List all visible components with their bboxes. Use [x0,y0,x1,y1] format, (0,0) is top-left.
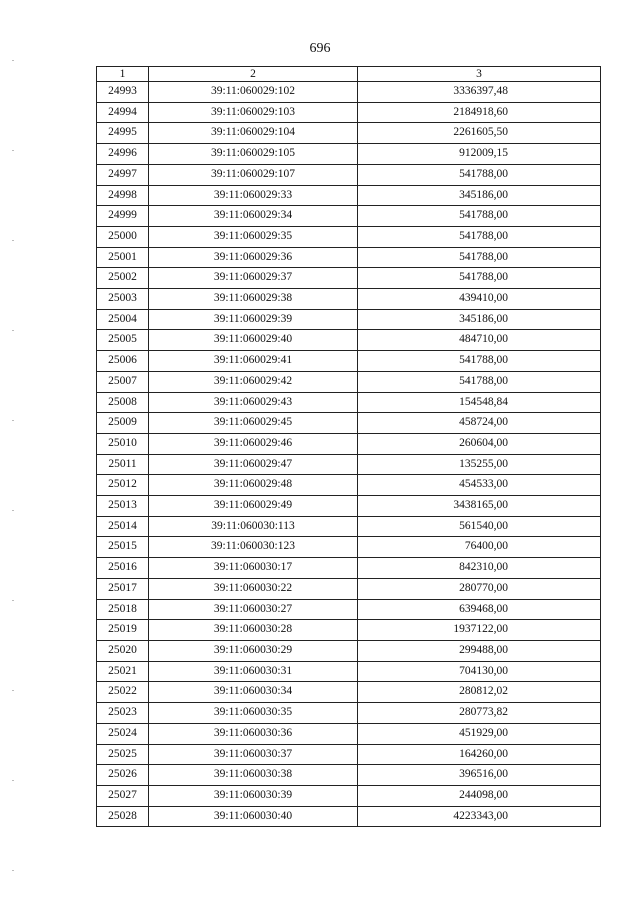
cadastral-value: 260604,00 [358,433,601,454]
cadastral-value: 76400,00 [358,537,601,558]
cadastral-number: 39:11:060029:47 [149,454,358,475]
table-row [97,185,601,206]
table-row [97,620,601,641]
cadastral-number: 39:11:060030:17 [149,558,358,579]
row-number: 25011 [97,454,149,475]
column-header: 1 [97,67,149,82]
cadastral-value: 3336397,48 [358,82,601,103]
table-row [97,226,601,247]
cadastral-value: 280812,02 [358,682,601,703]
cadastral-value: 484710,00 [358,330,601,351]
cadastral-number: 39:11:060029:102 [149,82,358,103]
column-header: 3 [358,67,601,82]
table-row [97,785,601,806]
cadastral-number: 39:11:060029:37 [149,268,358,289]
cadastral-value: 154548,84 [358,392,601,413]
table-row [97,247,601,268]
scan-mark [12,870,14,871]
row-number: 25022 [97,682,149,703]
cadastral-number: 39:11:060029:38 [149,289,358,310]
scan-mark [12,330,14,331]
cadastral-number: 39:11:060030:22 [149,578,358,599]
cadastral-number: 39:11:060029:33 [149,185,358,206]
row-number: 25021 [97,661,149,682]
cadastral-number: 39:11:060029:49 [149,496,358,517]
cadastral-value: 541788,00 [358,247,601,268]
cadastral-value: 639468,00 [358,599,601,620]
row-number: 25009 [97,413,149,434]
table-body [97,82,601,827]
cadastral-value: 458724,00 [358,413,601,434]
scan-mark [12,600,14,601]
cadastral-value: 280770,00 [358,578,601,599]
cadastral-value: 135255,00 [358,454,601,475]
scan-mark [12,780,14,781]
cadastral-value: 704130,00 [358,661,601,682]
scan-mark [12,60,14,61]
row-number: 24999 [97,206,149,227]
cadastral-number: 39:11:060029:40 [149,330,358,351]
column-header: 2 [149,67,358,82]
row-number: 24994 [97,102,149,123]
table-row [97,351,601,372]
table-row [97,330,601,351]
cadastral-value: 2184918,60 [358,102,601,123]
row-number: 25018 [97,599,149,620]
row-number: 24998 [97,185,149,206]
cadastral-value: 541788,00 [358,351,601,372]
cadastral-value: 244098,00 [358,785,601,806]
table-row [97,268,601,289]
cadastral-number: 39:11:060029:48 [149,475,358,496]
cadastral-number: 39:11:060029:42 [149,371,358,392]
cadastral-value: 2261605,50 [358,123,601,144]
row-number: 25020 [97,640,149,661]
cadastral-value: 541788,00 [358,206,601,227]
cadastral-number: 39:11:060030:36 [149,723,358,744]
row-number: 25026 [97,765,149,786]
table-row [97,164,601,185]
cadastral-number: 39:11:060029:43 [149,392,358,413]
table-row [97,496,601,517]
cadastral-value: 1937122,00 [358,620,601,641]
cadastral-number: 39:11:060030:31 [149,661,358,682]
cadastral-number: 39:11:060029:45 [149,413,358,434]
row-number: 25025 [97,744,149,765]
cadastral-number: 39:11:060029:105 [149,144,358,165]
row-number: 25005 [97,330,149,351]
cadastral-value: 396516,00 [358,765,601,786]
row-number: 25002 [97,268,149,289]
cadastral-value: 561540,00 [358,516,601,537]
cadastral-value: 4223343,00 [358,806,601,827]
cadastral-number: 39:11:060030:34 [149,682,358,703]
cadastral-number: 39:11:060029:35 [149,226,358,247]
cadastral-value: 280773,82 [358,703,601,724]
row-number: 25015 [97,537,149,558]
table-header-row [97,67,601,82]
table-row [97,413,601,434]
row-number: 25004 [97,309,149,330]
table-row [97,82,601,103]
table-row [97,289,601,310]
cadastral-value: 451929,00 [358,723,601,744]
table-row [97,578,601,599]
cadastral-value: 299488,00 [358,640,601,661]
cadastral-number: 39:11:060029:46 [149,433,358,454]
cadastral-value: 541788,00 [358,371,601,392]
cadastral-number: 39:11:060030:29 [149,640,358,661]
row-number: 25016 [97,558,149,579]
data-table [96,66,601,827]
table-row [97,765,601,786]
table-row [97,640,601,661]
row-number: 24993 [97,82,149,103]
table-row [97,371,601,392]
cadastral-value: 842310,00 [358,558,601,579]
table-row [97,144,601,165]
scan-mark [12,690,14,691]
table-row [97,806,601,827]
row-number: 24997 [97,164,149,185]
table-row [97,516,601,537]
table-row [97,599,601,620]
cadastral-number: 39:11:060030:35 [149,703,358,724]
cadastral-number: 39:11:060030:27 [149,599,358,620]
scan-mark [12,510,14,511]
row-number: 25014 [97,516,149,537]
row-number: 25027 [97,785,149,806]
cadastral-number: 39:11:060029:103 [149,102,358,123]
row-number: 25013 [97,496,149,517]
scan-mark [12,420,14,421]
row-number: 25023 [97,703,149,724]
cadastral-value: 541788,00 [358,268,601,289]
table-row [97,454,601,475]
cadastral-number: 39:11:060030:40 [149,806,358,827]
row-number: 25019 [97,620,149,641]
table-row [97,433,601,454]
cadastral-number: 39:11:060029:104 [149,123,358,144]
table-row [97,661,601,682]
row-number: 24995 [97,123,149,144]
cadastral-number: 39:11:060029:36 [149,247,358,268]
table-row [97,475,601,496]
cadastral-number: 39:11:060030:123 [149,537,358,558]
table-row [97,703,601,724]
cadastral-number: 39:11:060029:34 [149,206,358,227]
row-number: 25006 [97,351,149,372]
cadastral-value: 164260,00 [358,744,601,765]
cadastral-number: 39:11:060029:41 [149,351,358,372]
table-row [97,206,601,227]
table-row [97,392,601,413]
cadastral-value: 454533,00 [358,475,601,496]
cadastral-value: 345186,00 [358,309,601,330]
row-number: 25001 [97,247,149,268]
row-number: 25012 [97,475,149,496]
cadastral-number: 39:11:060030:28 [149,620,358,641]
table-row [97,309,601,330]
cadastral-number: 39:11:060029:107 [149,164,358,185]
table-row [97,682,601,703]
row-number: 25024 [97,723,149,744]
row-number: 25008 [97,392,149,413]
cadastral-value: 541788,00 [358,164,601,185]
row-number: 25028 [97,806,149,827]
row-number: 25017 [97,578,149,599]
cadastral-value: 439410,00 [358,289,601,310]
table-row [97,537,601,558]
table-row [97,558,601,579]
row-number: 25003 [97,289,149,310]
row-number: 25010 [97,433,149,454]
row-number: 24996 [97,144,149,165]
cadastral-number: 39:11:060029:39 [149,309,358,330]
cadastral-value: 345186,00 [358,185,601,206]
table-row [97,744,601,765]
cadastral-number: 39:11:060030:113 [149,516,358,537]
table-row [97,123,601,144]
row-number: 25007 [97,371,149,392]
table-row [97,102,601,123]
cadastral-number: 39:11:060030:39 [149,785,358,806]
page-number: 696 [309,41,331,56]
cadastral-value: 3438165,00 [358,496,601,517]
table-row [97,723,601,744]
cadastral-number: 39:11:060030:38 [149,765,358,786]
cadastral-value: 541788,00 [358,226,601,247]
scan-mark [12,150,14,151]
cadastral-number: 39:11:060030:37 [149,744,358,765]
scan-mark [12,240,14,241]
row-number: 25000 [97,226,149,247]
cadastral-value: 912009,15 [358,144,601,165]
